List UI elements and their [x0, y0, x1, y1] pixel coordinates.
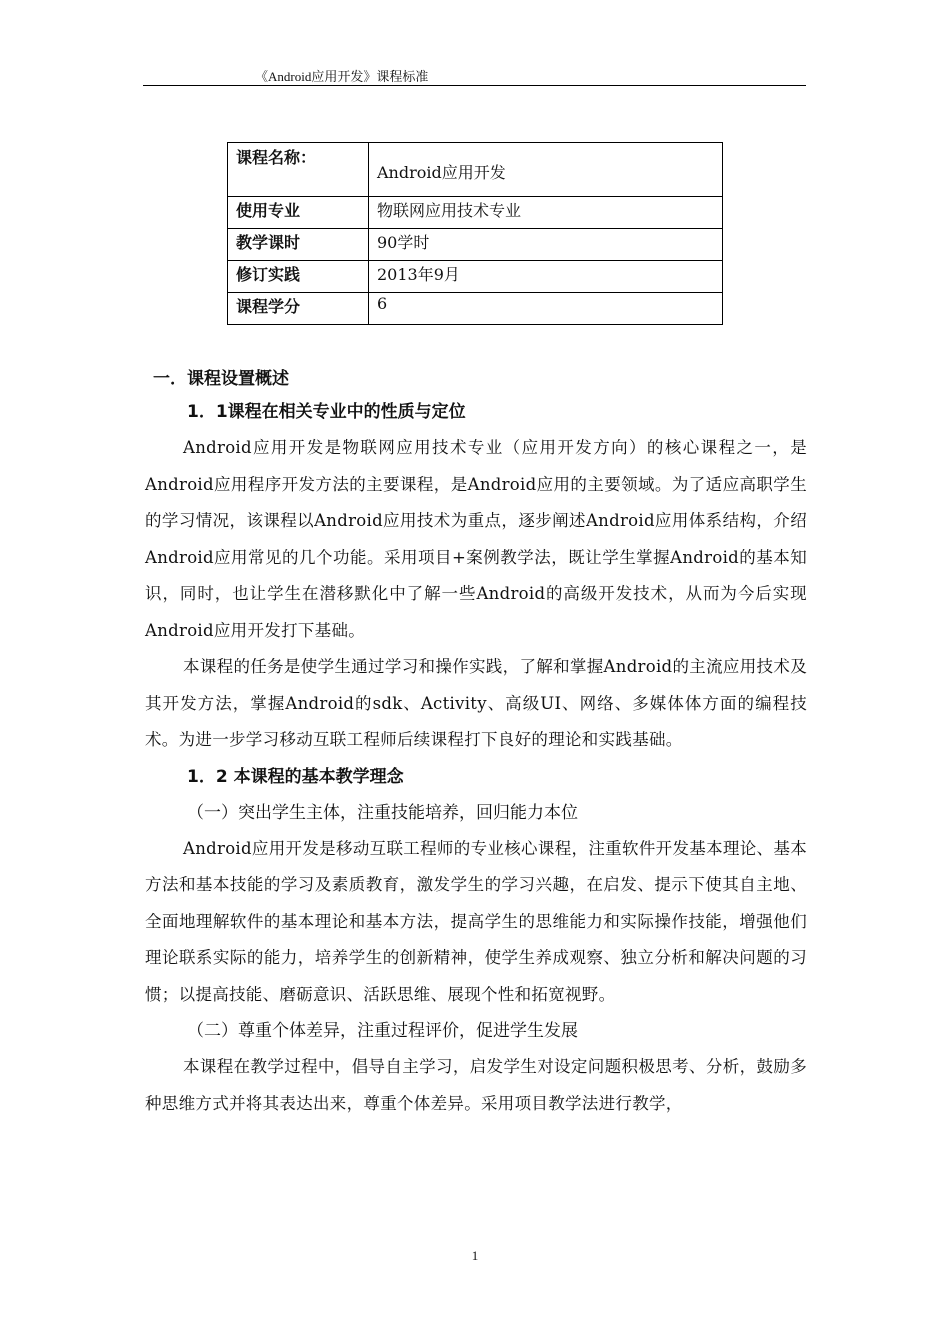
subsection-heading-1-1: 1．1课程在相关专业中的性质与定位	[187, 402, 466, 422]
credits-label: 课程学分	[228, 293, 369, 325]
credits-value: 6	[369, 293, 723, 325]
table-row	[228, 197, 723, 229]
page-header-title: 《Android应用开发》课程标准	[255, 69, 429, 84]
table-row	[228, 293, 723, 325]
hours-label: 教学课时	[228, 229, 369, 261]
table-row	[228, 261, 723, 293]
paragraph: 本课程在教学过程中，倡导自主学习，启发学生对设定问题积极思考、分析，鼓励多种思维方式并将其表达出来，尊重个体差异。采用项目教学法进行教学，	[145, 1057, 807, 1113]
table-row	[228, 143, 723, 197]
document-body	[145, 364, 807, 1122]
paragraph: Android应用开发是物联网应用技术专业（应用开发方向）的核心课程之一，是Android应用程序开发方法的主要课程，是Android应用的主要领域。为了适应高职学生的学习情况，该课程以Android应用技术为重点，逐步阐述Android应用体系结构，介绍Android应用常见的几个功能。采用项目+案例教学法，既让学生掌握Android的基本知识，同时，也让学生在潜移默化中了解一些Android的高级开发技术，从而为今后实现Android应用开发打下基础。	[145, 438, 807, 640]
hours-value: 90学时	[369, 229, 723, 261]
revision-label: 修订实践	[228, 261, 369, 293]
course-name-label: 课程名称：	[228, 143, 369, 197]
major-value: 物联网应用技术专业	[369, 197, 723, 229]
page-number: 1	[471, 1248, 479, 1263]
revision-value: 2013年9月	[369, 261, 723, 293]
course-info-table	[227, 142, 723, 325]
subsection-heading-1-2: 1．2 本课程的基本教学理念	[187, 766, 404, 787]
section-heading: 一．课程设置概述	[153, 369, 289, 389]
course-name-value: Android应用开发	[369, 143, 723, 197]
major-label: 使用专业	[228, 197, 369, 229]
paragraph: 本课程的任务是使学生通过学习和操作实践，了解和掌握Android的主流应用技术及其开发方法，掌握Android的sdk、Activity、高级UI、网络、多媒体体方面的编程技术。为进一步学习移动互联工程师后续课程打下良好的理论和实践基础。	[145, 657, 807, 749]
table-row	[228, 229, 723, 261]
paragraph: Android应用开发是移动互联工程师的专业核心课程，注重软件开发基本理论、基本方法和基本技能的学习及素质教育，激发学生的学习兴趣，在启发、提示下使其自主地、全面地理解软件的基本理论和基本方法，提高学生的思维能力和实际操作技能，增强他们理论联系实际的能力，培养学生的创新精神，使学生养成观察、独立分析和解决问题的习惯；以提高技能、磨砺意识、活跃思维、展现个性和拓宽视野。	[145, 838, 807, 1004]
point-title-1: （一）突出学生主体，注重技能培养，回归能力本位	[187, 802, 578, 823]
header-divider	[143, 85, 806, 86]
point-title-2: （二）尊重个体差异，注重过程评价，促进学生发展	[187, 1021, 578, 1041]
